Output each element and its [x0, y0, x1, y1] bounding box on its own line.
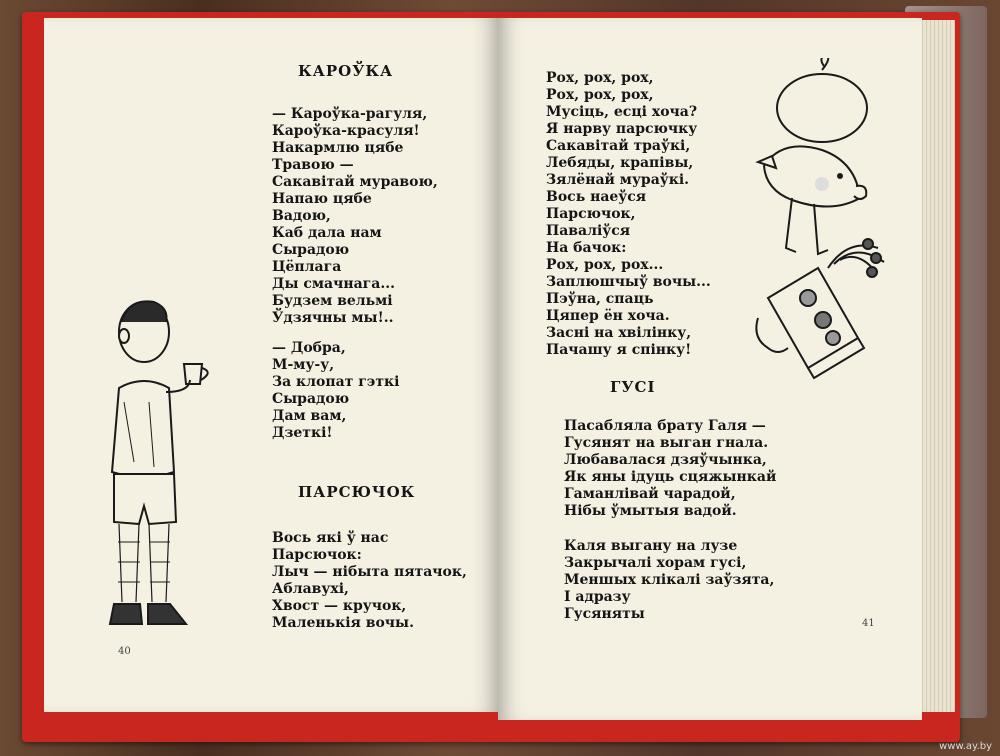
page-number-right: 41: [862, 618, 875, 629]
right-page: [498, 18, 922, 720]
poem-karouka-stanza-2: — Добра, М-му-у, За клопат гэткі Сырадою Дам вам, Дзеткі!: [272, 340, 400, 441]
poem-title-karouka: КАРОЎКА: [298, 62, 394, 80]
poem-karouka-stanza-1: — Кароўка-рагуля, Кароўка-красуля! Накармлю цябе Травою — Сакавітай муравою, Напаю цябе Вадою, Каб дала нам Сырадою Цёплага Ды смачнага... Будзем вельмі Ўдзячны мы!..: [272, 106, 438, 326]
poem-gusi-stanza-2: Каля выгану на лузе Закрычалі хорам гусі, Меншых клікалі заўзята, І адразу Гусяняты: [564, 538, 775, 622]
poem-title-parsiuchok: ПАРСЮЧОК: [298, 483, 416, 501]
poem-gusi-stanza-1: Пасабляла брату Галя — Гусянят на выган гнала. Любавалася дзяўчынка, Як яны ідуць сцяжынкай Гаманлівай чарадой, Нібы ўмытыя вадой.: [564, 418, 777, 519]
poem-title-gusi: ГУСІ: [610, 378, 656, 396]
feed-trough-illustration: [748, 228, 898, 388]
page-number-left: 40: [118, 646, 131, 657]
poem-parsiuchok-stanza-1: Вось які ў нас Парсючок: Лыч — нібыта пятачок, Аблавухі, Хвост — кручок, Маленькія вочы.: [272, 530, 467, 631]
left-page: [44, 18, 498, 712]
watermark: www.ay.by: [939, 741, 992, 752]
boy-with-cup-illustration: [94, 292, 234, 638]
poem-parsiuchok-stanza-2: Рох, рох, рох, Рох, рох, рох, Мусіць, есці хоча? Я нарву парсючку Сакавітай траўкі, Лебяды, крапівы, Зялёнай мураўкі. Вось наеўся Парсючок, Паваліўся На бачок: Рох, рох, рох... Заплюшчыў вочы... Пэўна, спаць Цяпер ён хоча. Засні на хвілінку, Пачашу я спінку!: [546, 70, 711, 358]
